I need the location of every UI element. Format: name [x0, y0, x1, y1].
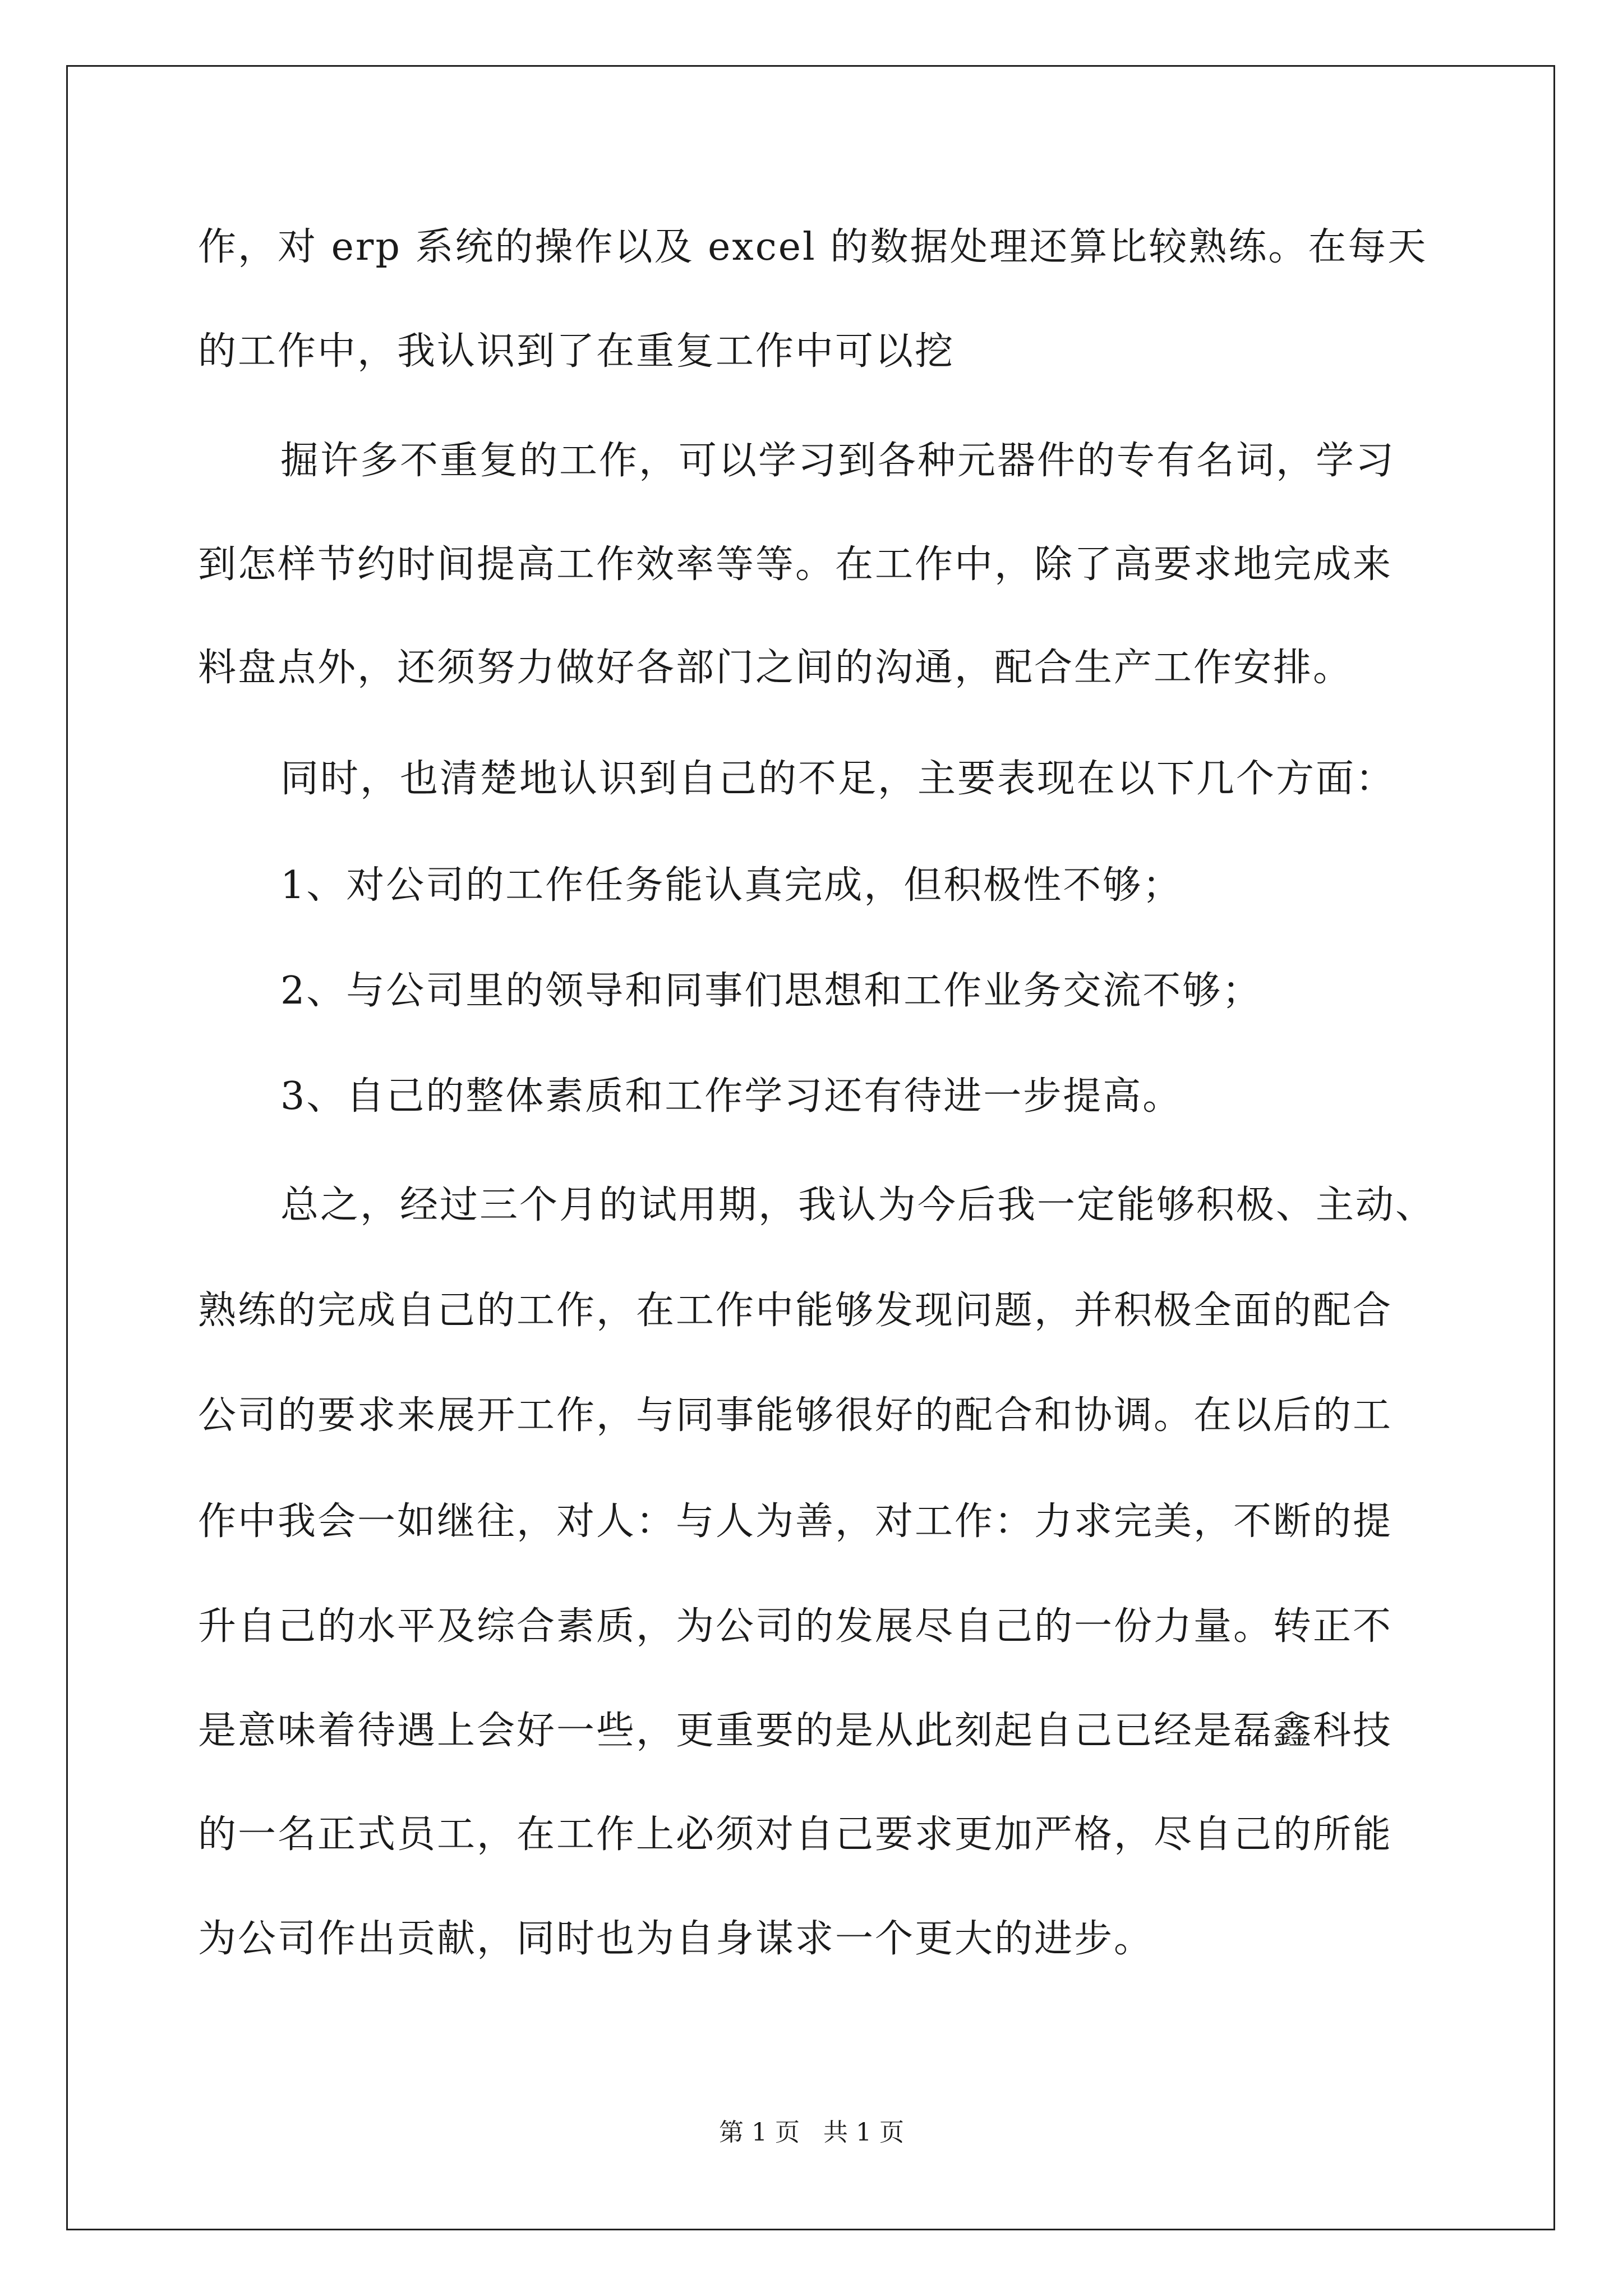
text-line: 公司的要求来展开工作，与同事能够很好的配合和协调。在以后的工 — [198, 1393, 1393, 1438]
text-line: 的工作中，我认识到了在重复工作中可以挖 — [198, 329, 955, 374]
paragraph-line: 同时，也清楚地认识到自己的不足，主要表现在以下几个方面： — [280, 757, 1396, 801]
text-line: 料盘点外，还须努力做好各部门之间的沟通，配合生产工作安排。 — [198, 646, 1353, 690]
text-line: 作中我会一如继往，对人：与人为善，对工作：力求完美，不断的提 — [198, 1499, 1393, 1544]
text-line: 的一名正式员工，在工作上必须对自己要求更加严格，尽自己的所能 — [198, 1812, 1393, 1857]
text-line: 是意味着待遇上会好一些，更重要的是从此刻起自己已经是磊鑫科技 — [198, 1709, 1393, 1753]
list-item: 3、自己的整体素质和工作学习还有待进一步提高。 — [280, 1074, 1183, 1119]
page-footer: 第 1 页 共 1 页 — [719, 2118, 904, 2147]
text-line: 熟练的完成自己的工作，在工作中能够发现问题，并积极全面的配合 — [198, 1289, 1393, 1333]
paragraph-line: 总之，经过三个月的试用期，我认为今后我一定能够积极、主动、 — [280, 1183, 1436, 1227]
list-item: 2、与公司里的领导和同事们思想和工作业务交流不够； — [280, 969, 1262, 1013]
page-border — [66, 65, 1555, 2230]
paragraph-line: 掘许多不重复的工作，可以学习到各种元器件的专有名词，学习 — [280, 439, 1396, 483]
text-line: 升自己的水平及综合素质，为公司的发展尽自己的一份力量。转正不 — [198, 1604, 1393, 1649]
text-line: 为公司作出贡献，同时也为自身谋求一个更大的进步。 — [198, 1917, 1154, 1961]
text-line: 到怎样节约时间提高工作效率等等。在工作中，除了高要求地完成来 — [198, 542, 1393, 587]
text-line: 作，对 erp 系统的操作以及 excel 的数据处理还算比较熟练。在每天 — [198, 225, 1428, 269]
list-item: 1、对公司的工作任务能认真完成，但积极性不够； — [280, 863, 1183, 908]
